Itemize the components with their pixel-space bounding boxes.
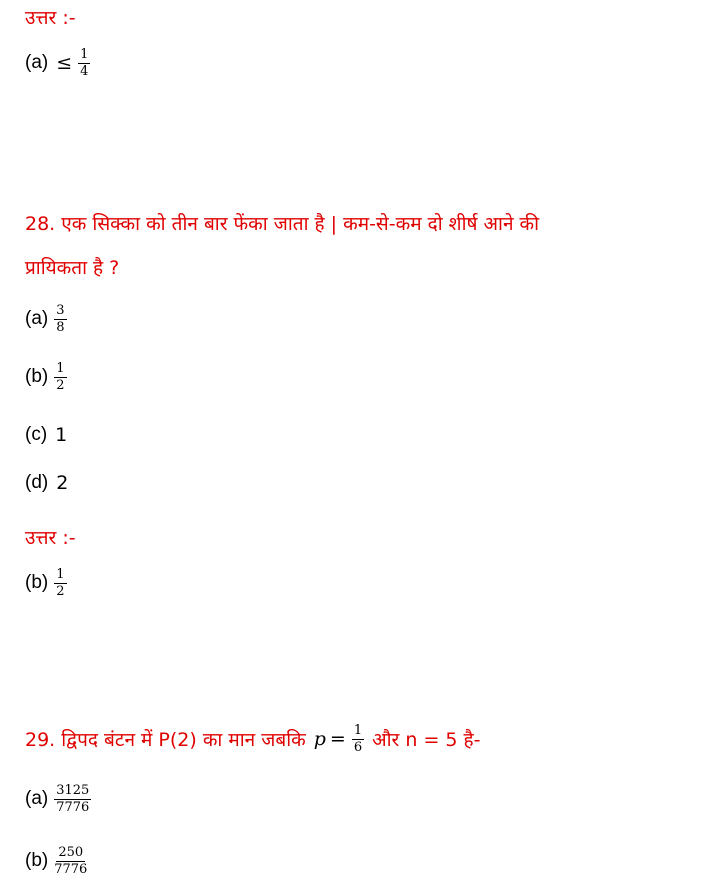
numerator: 1 <box>56 567 65 582</box>
q29-question-prefix: 29. द्विपद बंटन में P(2) का मान जबकि <box>25 729 306 752</box>
option-value: 2 <box>56 472 69 494</box>
fraction <box>54 846 87 876</box>
numerator: 250 <box>58 845 84 860</box>
denominator: 2 <box>56 583 65 599</box>
numerator: 1 <box>80 47 89 62</box>
numerator: 1 <box>353 723 363 738</box>
fraction <box>78 48 90 78</box>
option-label: (d) <box>25 472 49 493</box>
numerator: 3 <box>56 303 65 318</box>
denominator: 8 <box>56 319 65 335</box>
option-value: 1 <box>55 424 68 446</box>
equals-sign: = <box>329 728 346 751</box>
option-label: (a) <box>25 308 49 330</box>
option-label: (b) <box>25 572 49 594</box>
q28-question-line2: प्रायिकता है ? <box>25 257 120 279</box>
q28-answer-heading: उत्तर :- <box>25 527 76 549</box>
denominator: 7776 <box>56 799 90 815</box>
fraction <box>54 304 66 334</box>
option-label: (a) <box>25 52 49 74</box>
q29-option-b <box>25 846 87 876</box>
denominator: 6 <box>353 739 363 755</box>
math-variable: p <box>313 728 326 751</box>
leq-symbol: ≤ <box>56 52 73 75</box>
fraction <box>54 784 91 814</box>
q28-question-line1: 28. एक सिक्का को तीन बार फेंका जाता है | कम-से-कम दो शीर्ष आने की <box>25 213 540 235</box>
q29-question-suffix: और n = 5 है- <box>372 729 481 752</box>
q28-option-d <box>25 472 68 494</box>
numerator: 3125 <box>56 783 90 798</box>
q28-option-a <box>25 304 67 334</box>
option-label: (a) <box>25 788 49 810</box>
denominator: 7776 <box>54 861 88 877</box>
q28-answer <box>25 568 67 598</box>
q28-option-b <box>25 362 67 392</box>
q28-option-c <box>25 424 67 446</box>
denominator: 2 <box>56 377 65 393</box>
q27-answer <box>25 48 90 78</box>
option-label: (b) <box>25 850 49 872</box>
option-label: (b) <box>25 366 49 388</box>
numerator: 1 <box>56 361 65 376</box>
q27-answer-heading: उत्तर :- <box>25 7 76 29</box>
q29-option-a <box>25 784 91 814</box>
fraction <box>54 568 66 598</box>
q29-question <box>25 724 480 754</box>
option-label: (c) <box>25 424 48 445</box>
denominator: 4 <box>80 63 89 79</box>
fraction <box>352 724 364 754</box>
fraction <box>54 362 66 392</box>
